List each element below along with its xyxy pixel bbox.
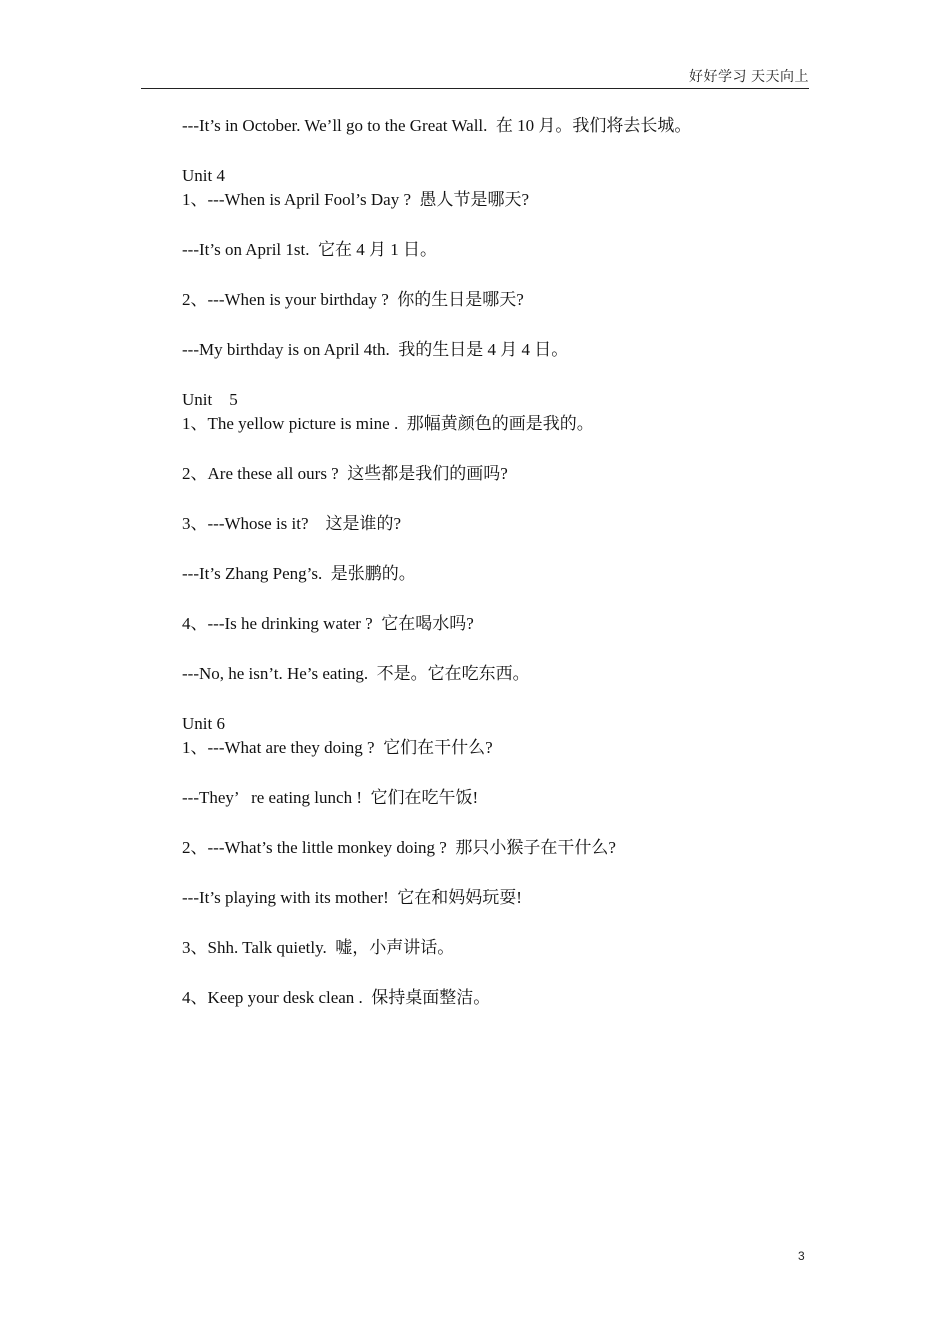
sentence-line: ---It’s on April 1st. 它在 4 月 1 日。 [182, 240, 437, 259]
sentence-line: ---It’s playing with its mother! 它在和妈妈玩耍! [182, 888, 522, 907]
sentence-line: 2、---What’s the little monkey doing ? 那只小猴子在干什么? [182, 838, 616, 857]
spacer [182, 262, 802, 288]
sentence-line: 4、Keep your desk clean . 保持桌面整洁。 [182, 988, 491, 1007]
spacer [182, 486, 802, 512]
sentence-line: 2、Are these all ours ? 这些都是我们的画吗? [182, 464, 508, 483]
spacer [182, 586, 802, 612]
sentence-line: 1、---When is April Fool’s Day ? 愚人节是哪天? [182, 190, 530, 209]
document-body [182, 114, 802, 1010]
spacer [182, 138, 802, 164]
page-header-motto: 好好学习 天天向上 [689, 70, 809, 85]
sentence-line: ---No, he isn’t. He’s eating. 不是。它在吃东西。 [182, 664, 530, 683]
page-number: 3 [798, 1249, 805, 1263]
sentence-line: 1、The yellow picture is mine . 那幅黄颜色的画是我的。 [182, 414, 594, 433]
sentence-line: 3、---Whose is it? 这是谁的? [182, 514, 402, 533]
spacer [182, 536, 802, 562]
spacer [182, 312, 802, 338]
sentence-line: ---They’ re eating lunch ! 它们在吃午饭! [182, 788, 479, 807]
spacer [182, 362, 802, 388]
sentence-line: ---My birthday is on April 4th. 我的生日是 4 月 4 日。 [182, 340, 569, 359]
header-divider [141, 88, 809, 89]
spacer [182, 910, 802, 936]
sentence-line: ---It’s Zhang Peng’s. 是张鹏的。 [182, 564, 416, 583]
sentence-line: 2、---When is your birthday ? 你的生日是哪天? [182, 290, 524, 309]
unit-heading: Unit 4 [182, 166, 225, 185]
spacer [182, 860, 802, 886]
sentence-line: 3、Shh. Talk quietly. 嘘，小声讲话。 [182, 938, 455, 957]
spacer [182, 212, 802, 238]
spacer [182, 436, 802, 462]
sentence-line: 1、---What are they doing ? 它们在干什么? [182, 738, 493, 757]
spacer [182, 686, 802, 712]
spacer [182, 810, 802, 836]
sentence-line: ---It’s in October. We’ll go to the Great Wall. 在 10 月。我们将去长城。 [182, 116, 692, 135]
spacer [182, 636, 802, 662]
spacer [182, 760, 802, 786]
sentence-line: 4、---Is he drinking water ? 它在喝水吗? [182, 614, 474, 633]
spacer [182, 960, 802, 986]
unit-heading: Unit 6 [182, 714, 225, 733]
unit-heading: Unit 5 [182, 390, 238, 409]
